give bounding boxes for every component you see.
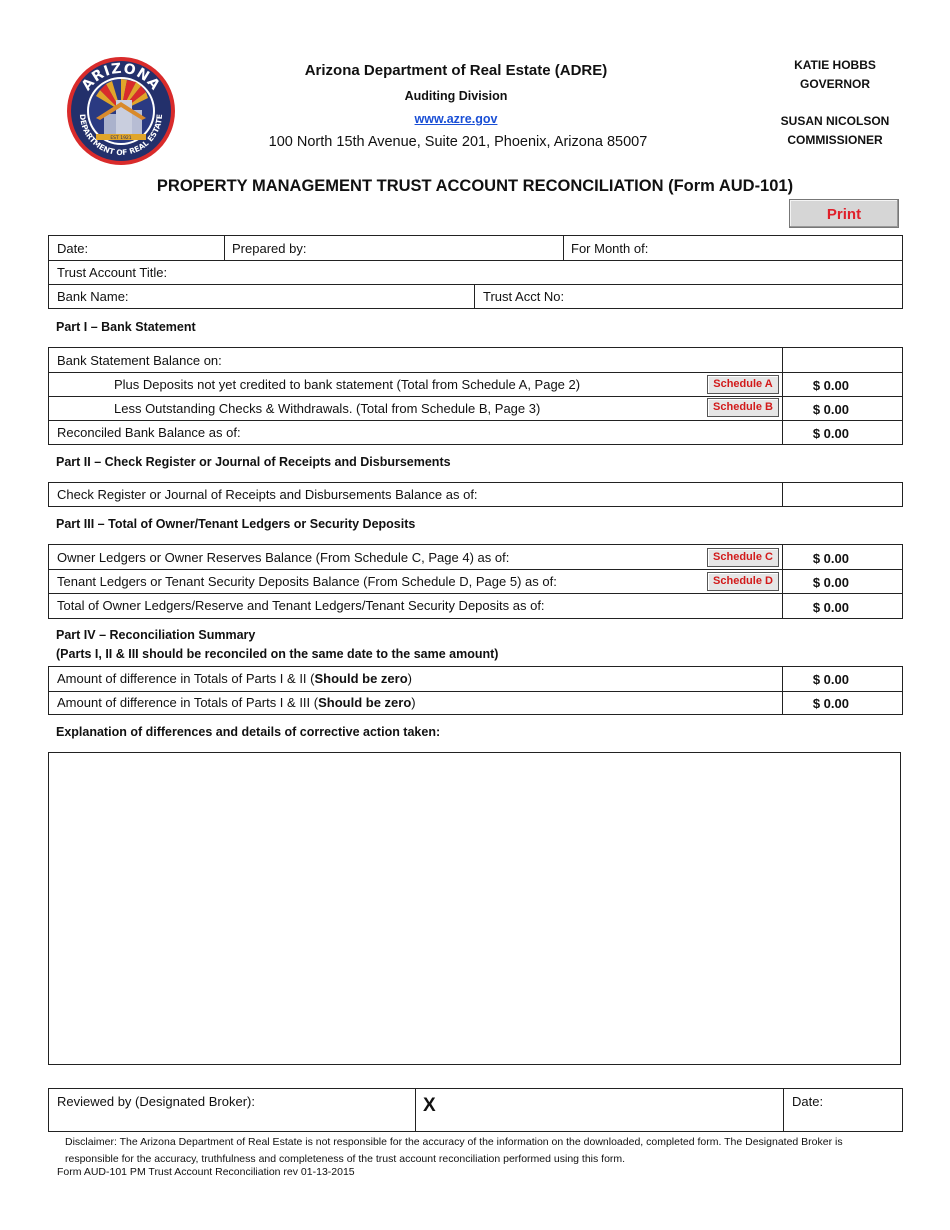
disclaimer-line-1: Disclaimer: The Arizona Department of Real Estate is not responsible for the accuracy of the information on the downloaded, completed form. The Designated Broker is: [65, 1136, 843, 1148]
deposits-label: Plus Deposits not yet credited to bank statement (Total from Schedule A, Page 2): [114, 377, 581, 392]
info-table: [48, 235, 903, 309]
governor-title: GOVERNOR: [799, 77, 870, 91]
part4-subheading: (Parts I, II & III should be reconciled on the same date to the same amount): [56, 647, 499, 661]
part2-heading: Part II – Check Register or Journal of Receipts and Disbursements: [56, 455, 451, 469]
tenant-ledgers-amount: $ 0.00: [812, 575, 849, 590]
schedule-a-button[interactable]: Schedule A: [707, 375, 779, 394]
svg-text:ARIZONA: ARIZONA: [78, 60, 164, 94]
adre-seal-logo: [66, 56, 176, 166]
diff-parts-1-3-amount: $ 0.00: [812, 696, 849, 711]
form-title: PROPERTY MANAGEMENT TRUST ACCOUNT RECONCILIATION (Form AUD-101): [156, 177, 794, 195]
form-id: Form AUD-101 PM Trust Account Reconciliation rev 01-13-2015: [57, 1166, 355, 1178]
bank-statement-balance-label: Bank Statement Balance on:: [57, 353, 222, 368]
diff-parts-1-2-label: Amount of difference in Totals of Parts I & II (Should be zero): [57, 671, 412, 686]
print-button[interactable]: Print: [789, 199, 899, 228]
outstanding-checks-amount: $ 0.00: [812, 402, 849, 417]
reviewed-by-label: Reviewed by (Designated Broker):: [57, 1094, 255, 1109]
part1-heading: Part I – Bank Statement: [56, 320, 196, 334]
schedule-b-button[interactable]: Schedule B: [707, 398, 779, 417]
total-ledgers-label: Total of Owner Ledgers/Reserve and Tenant Ledgers/Tenant Security Deposits as of:: [57, 598, 545, 613]
reconciled-balance-label: Reconciled Bank Balance as of:: [57, 425, 241, 440]
agency-name: Arizona Department of Real Estate (ADRE): [304, 62, 608, 79]
disclaimer-line-2: responsible for the accuracy, truthfulness and completeness of the trust account reconciliation performed using this form.: [65, 1153, 626, 1165]
total-ledgers-amount: $ 0.00: [812, 600, 849, 615]
check-register-balance-label: Check Register or Journal of Receipts and Disbursements Balance as of:: [57, 487, 478, 502]
prepared-by-field-label[interactable]: Prepared by:: [232, 241, 307, 256]
part2-table: [48, 482, 903, 507]
outstanding-checks-label: Less Outstanding Checks & Withdrawals. (Total from Schedule B, Page 3): [114, 401, 541, 416]
acct-no-field-label[interactable]: Trust Acct No:: [483, 289, 565, 304]
schedule-c-button[interactable]: Schedule C: [707, 548, 779, 567]
svg-text:DEPARTMENT OF REAL ESTATE: DEPARTMENT OF REAL ESTATE: [77, 113, 165, 158]
part4-table: [48, 666, 903, 715]
signature-field[interactable]: X: [423, 1095, 436, 1116]
explanation-heading: Explanation of differences and details of corrective action taken:: [56, 725, 441, 739]
commissioner-title: COMMISSIONER: [787, 133, 883, 147]
account-title-field-label[interactable]: Trust Account Title:: [57, 265, 168, 280]
governor-name: KATIE HOBBS: [794, 58, 876, 72]
part1-table: [48, 347, 903, 445]
agency-address: 100 North 15th Avenue, Suite 201, Phoenix, Arizona 85007: [268, 134, 648, 150]
governor-block: [760, 56, 910, 94]
commissioner-block: [760, 112, 910, 150]
part3-heading: Part III – Total of Owner/Tenant Ledgers or Security Deposits: [56, 517, 416, 531]
owner-ledgers-label: Owner Ledgers or Owner Reserves Balance (From Schedule C, Page 4) as of:: [57, 550, 510, 565]
website-link[interactable]: www.azre.gov: [414, 112, 498, 126]
month-field-label[interactable]: For Month of:: [571, 241, 649, 256]
svg-text:EST 1921: EST 1921: [110, 136, 132, 141]
review-table: [48, 1088, 903, 1132]
part4-heading: Part IV – Reconciliation Summary: [56, 628, 256, 642]
review-date-label[interactable]: Date:: [792, 1094, 824, 1109]
division-name: Auditing Division: [404, 89, 508, 103]
explanation-textarea[interactable]: [48, 752, 901, 1065]
date-field-label[interactable]: Date:: [57, 241, 89, 256]
part3-table: [48, 544, 903, 619]
schedule-d-button[interactable]: Schedule D: [707, 572, 779, 591]
owner-ledgers-amount: $ 0.00: [812, 551, 849, 566]
diff-parts-1-3-label: Amount of difference in Totals of Parts I & III (Should be zero): [57, 695, 416, 710]
commissioner-name: SUSAN NICOLSON: [780, 114, 890, 128]
deposits-amount: $ 0.00: [812, 378, 849, 393]
diff-parts-1-2-amount: $ 0.00: [812, 672, 849, 687]
tenant-ledgers-label: Tenant Ledgers or Tenant Security Deposits Balance (From Schedule D, Page 5) as of:: [57, 574, 557, 589]
reconciled-balance-amount: $ 0.00: [812, 426, 849, 441]
bank-name-field-label[interactable]: Bank Name:: [57, 289, 129, 304]
